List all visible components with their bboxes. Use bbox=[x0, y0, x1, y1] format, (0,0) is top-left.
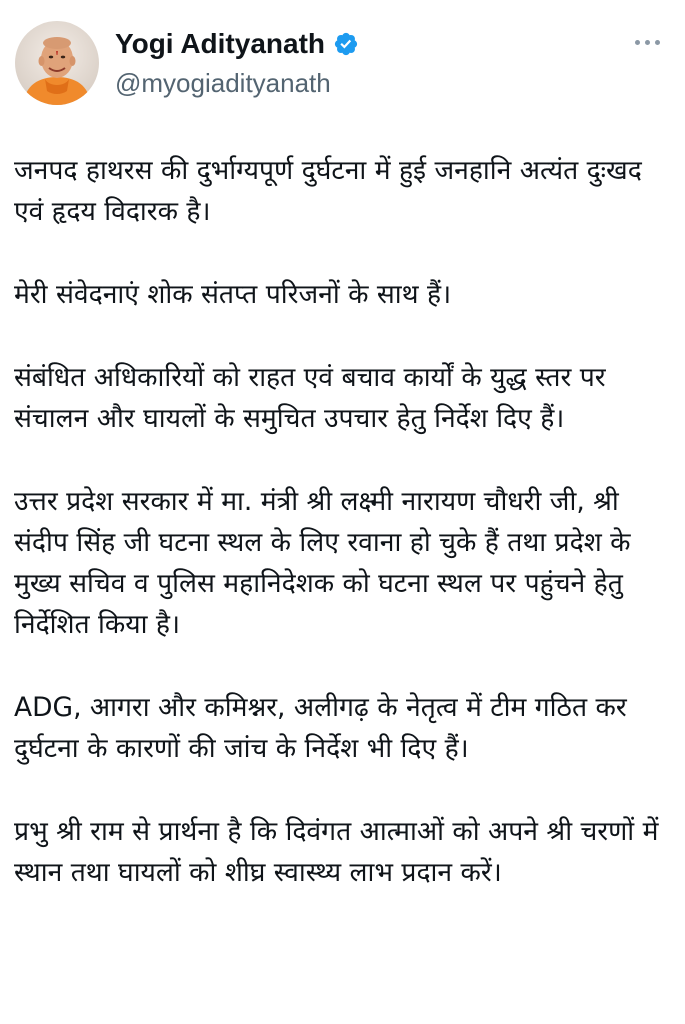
verified-badge-icon bbox=[333, 31, 359, 57]
tweet-paragraph-5: ADG, आगरा और कमिश्नर, अलीगढ़ के नेतृत्व में टीम गठित कर दुर्घटना के कारणों की जांच के निर्देश भी दिए हैं। bbox=[14, 692, 627, 764]
tweet-header bbox=[0, 0, 685, 110]
more-options-button[interactable] bbox=[627, 30, 667, 54]
tweet-paragraph-4: उत्तर प्रदेश सरकार में मा. मंत्री श्री लक्ष्मी नारायण चौधरी जी, श्री संदीप सिंह जी घटना स्थल के लिए रवाना हो चुके हैं तथा प्रदेश के मुख्य सचिव व पुलिस महानिदेशक को घटना स्थल पर पहुंचने हेतु निर्देशित किया है। bbox=[14, 486, 631, 640]
author-info bbox=[115, 26, 595, 100]
tweet-paragraph-2: मेरी संवेदनाएं शोक संतप्त परिजनों के साथ हैं। bbox=[14, 279, 452, 310]
avatar[interactable] bbox=[15, 21, 99, 105]
more-options-icon-dot bbox=[645, 40, 650, 45]
tweet-paragraph-1: जनपद हाथरस की दुर्भाग्यपूर्ण दुर्घटना में हुई जनहानि अत्यंत दुःखद एवं हृदय विदारक है। bbox=[14, 155, 642, 227]
more-options-icon-dot bbox=[655, 40, 660, 45]
avatar-photo bbox=[15, 21, 99, 105]
tweet-paragraph-6: प्रभु श्री राम से प्रार्थना है कि दिवंगत आत्माओं को अपने श्री चरणों में स्थान तथा घायलों को शीघ्र स्वास्थ्य लाभ प्रदान करें। bbox=[14, 816, 659, 888]
tweet-text bbox=[14, 150, 674, 893]
user-handle[interactable]: @myogiadityanath bbox=[115, 68, 331, 98]
tweet-paragraph-3: संबंधित अधिकारियों को राहत एवं बचाव कार्यों के युद्ध स्तर पर संचालन और घायलों के समुचित उपचार हेतु निर्देश दिए हैं। bbox=[14, 362, 606, 434]
display-name[interactable]: Yogi Adityanath bbox=[115, 28, 325, 59]
more-options-icon bbox=[635, 40, 640, 45]
name-row bbox=[115, 26, 595, 62]
